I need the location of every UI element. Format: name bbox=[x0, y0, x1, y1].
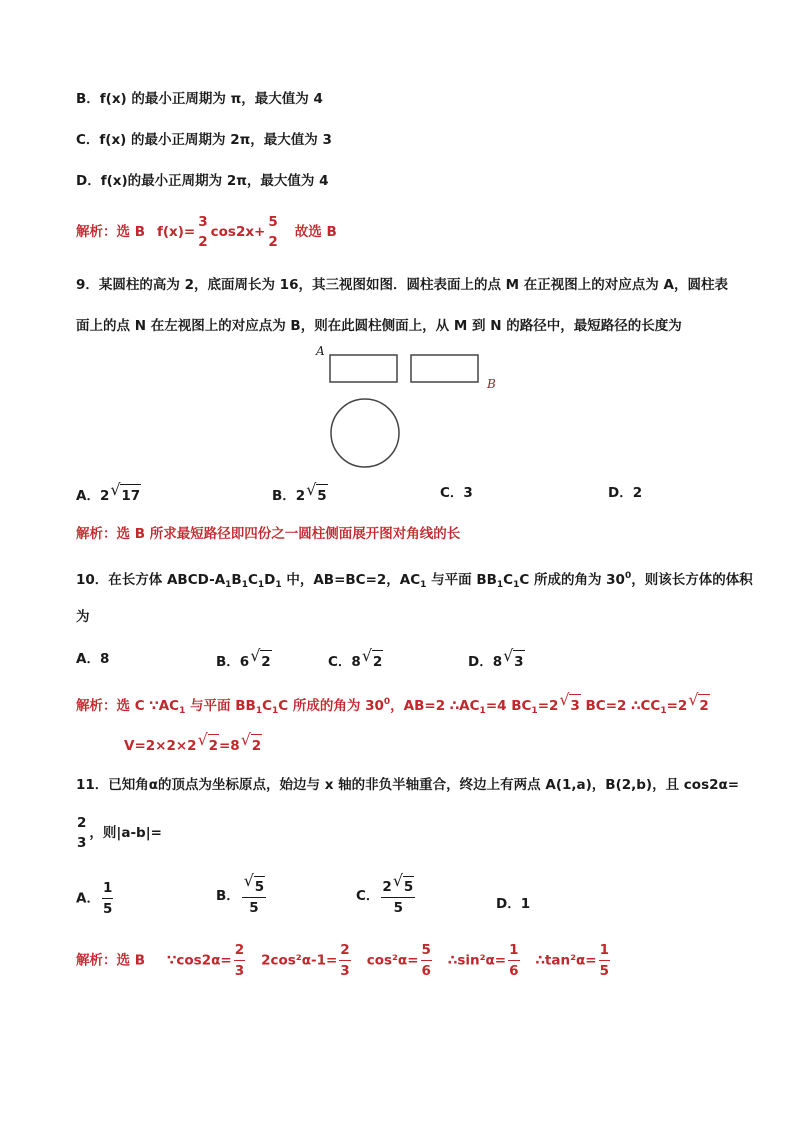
top-view-circle bbox=[331, 399, 399, 467]
q8-option-d: D．f(x)的最小正周期为 2π，最大值为 4 bbox=[76, 173, 329, 189]
q10-option-b: B．6 √ 2 bbox=[216, 646, 271, 670]
q9-stem-line1: 9．某圆柱的高为 2，底面周长为 16，其三视图如图．圆柱表面上的点 M 在正视图上的对应点为 A，圆柱表 bbox=[76, 277, 728, 293]
three-view-figure bbox=[326, 352, 486, 472]
q8-solution: 解析：选 B f(x)= 3 2 cos2x+ 5 2 故选 B bbox=[76, 214, 337, 250]
q9-option-c: C．3 bbox=[440, 485, 473, 501]
q8-option-c: C．f(x) 的最小正周期为 2π，最大值为 3 bbox=[76, 132, 332, 148]
q10-solution-line2: V=2×2×2 √ 2=8 √ 2 bbox=[124, 730, 262, 754]
front-view-rect bbox=[330, 355, 397, 382]
q10-solution-line1: 解析：选 C $\because AC_1$ 与平面 $BB_1C_1C$ 所成的角为 $30^0$，AB=2 $\therefore AC_1=4$ $BC_1=2$ √ 3 BC=2 $\therefore CC_1=2$ √ 2 bbox=[76, 690, 709, 716]
q11-stem-line2: 2 3 ，则|a-b|= bbox=[77, 815, 162, 851]
figure-label-a: A bbox=[316, 344, 325, 358]
q10-stem-line2: 为 bbox=[76, 609, 90, 625]
q11-option-a: A． $\frac{1}{5}$ bbox=[76, 880, 113, 917]
q11-option-c: C． 2 √ 5 5 bbox=[356, 871, 414, 916]
side-view-rect bbox=[411, 355, 478, 382]
q11-option-b: B． √ 5 5 bbox=[216, 871, 265, 916]
q9-stem-line2: 面上的点 N 在左视图上的对应点为 B，则在此圆柱侧面上，从 M 到 N 的路径中，最短路径的长度为 bbox=[76, 318, 682, 334]
figure-label-b: B bbox=[487, 377, 496, 391]
q9-option-d: D．2 bbox=[608, 485, 643, 501]
q11-stem-line1: 11．已知角α的顶点为坐标原点，始边与 x 轴的非负半轴重合，终边上有两点 A(1,a)，B(2,b)，且 cos2α= bbox=[76, 777, 740, 793]
q11-solution: 解析：选 B ∵cos2α= $\frac{2}{3}$ 2cos²α-1= $\frac{2}{3}$ cos²α= $\frac{5}{6}$ ∴sin²α= $\frac{1}{6}$ ∴tan²α= $\frac{1}{5}$ bbox=[76, 942, 609, 979]
q10-stem-line1: 10．在长方体 ABCD-$A_1B_1C_1D_1$ 中，AB=BC=2，$AC_1$ 与平面 $BB_1C_1C$ 所成的角为 $30^0$，则该长方体的体积 bbox=[76, 571, 753, 590]
q10-option-d: D．8 √ 3 bbox=[468, 646, 524, 670]
q9-option-a: A．2 √ 17 bbox=[76, 480, 141, 504]
q10-option-c: C．8 √ 2 bbox=[328, 646, 383, 670]
q9-option-b: B．2 √ 5 bbox=[272, 480, 327, 504]
q10-option-a: A．8 bbox=[76, 651, 110, 667]
q11-option-d: D．1 bbox=[496, 896, 531, 912]
q8-option-b: B．f(x) 的最小正周期为 π，最大值为 4 bbox=[76, 91, 323, 107]
q9-solution: 解析：选 B 所求最短路径即四份之一圆柱侧面展开图对角线的长 bbox=[76, 526, 461, 542]
